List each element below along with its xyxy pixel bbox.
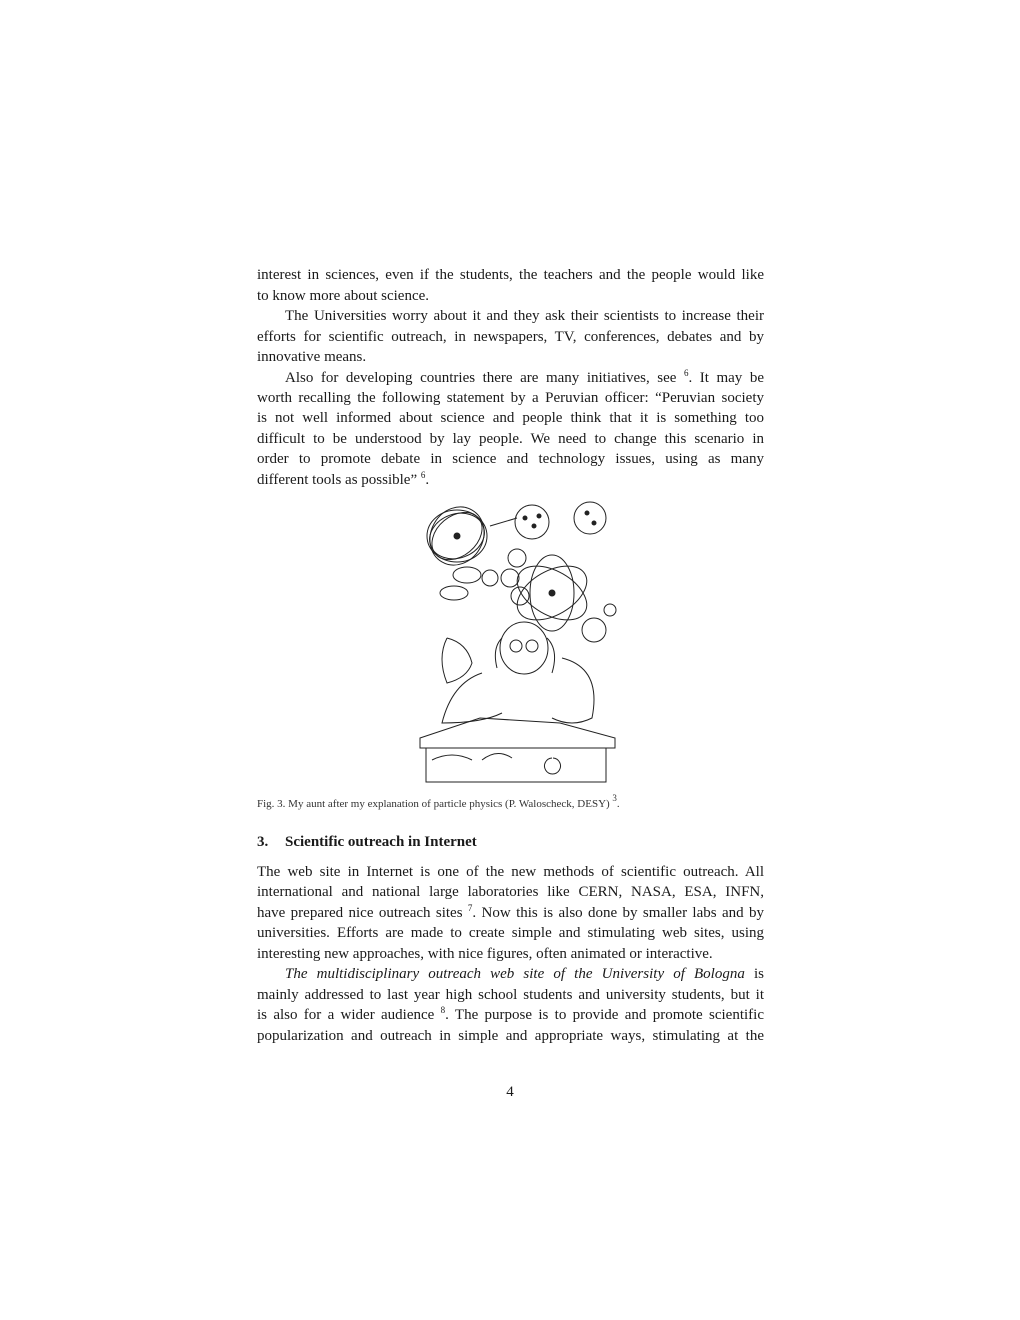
text-line [257,883,764,901]
text-line [257,409,764,427]
text-run: to know more about science. [257,288,430,304]
text-line [257,945,764,963]
text-run: The web site in Internet is one of the new methods of scientific outreach. All [257,864,764,880]
section-heading [257,834,477,851]
text-run: popularization and outreach in simple and appropriate ways, stimulating at the [257,1028,764,1044]
text-line [257,863,764,881]
text-run: have prepared nice outreach sites [257,905,468,921]
text-run: interest in sciences, even if the students, the teachers and the people would like [257,267,764,283]
text-run: order to promote debate in science and technology issues, using as many [257,451,764,467]
text-run: Also for developing countries there are many initiatives, see [285,370,684,386]
text-run: efforts for scientific outreach, in newspapers, TV, conferences, debates and by [257,329,764,345]
text-line [257,328,764,346]
text-line [257,450,764,468]
section-title: Scientific outreach in Internet [285,834,477,850]
text-run: . [425,472,430,488]
footnote-reference: 8 [440,1006,446,1015]
text-run: mainly addressed to last year high school students and university students, but it [257,987,764,1003]
text-run: . Now this is also done by smaller labs and by [472,905,764,921]
text-line [257,471,764,489]
text-run: . The purpose is to provide and promote scientific [445,1007,764,1023]
text-line [257,287,764,305]
text-run: is also for a wider audience [257,1007,441,1023]
text-line [257,430,764,448]
figure-3-cartoon [412,498,620,788]
text-run: difficult to be understood by lay people. We need to change this scenario in [257,431,764,447]
text-run: worth recalling the following statement by a Peruvian officer: “Peruvian society [257,390,764,406]
caption-end: . [616,798,620,810]
section-number: 3. [257,834,269,850]
text-run: different tools as possible” [257,472,421,488]
caption-reference: 3 [612,793,617,803]
text-line [257,1027,764,1045]
text-run: The multidisciplinary outreach web site of the University of Bologna [285,966,745,982]
text-line [257,924,764,942]
text-line [257,348,764,366]
text-run: is [744,966,764,982]
text-run: is not well informed about science and people think that it is something too [257,410,764,426]
text-line [285,965,764,983]
text-run: . It may be [688,370,764,386]
text-line [257,266,764,284]
text-run: innovative means. [257,349,367,365]
text-run: international and national large laboratories like CERN, NASA, ESA, INFN, [257,884,764,900]
text-line [285,307,764,325]
figure-caption [257,793,620,810]
text-run: The Universities worry about it and they ask their scientists to increase their [285,308,764,324]
text-run: interesting new approaches, with nice figures, often animated or interactive. [257,946,713,962]
footnote-reference: 7 [467,904,473,913]
text-line [257,389,764,407]
caption-text: Fig. 3. My aunt after my explanation of particle physics (P. Waloscheck, DESY) [257,798,613,810]
aunt-figure [442,622,594,723]
text-line [285,369,764,387]
text-line [257,904,764,922]
text-line [257,1006,764,1024]
footnote-reference: 6 [683,369,689,378]
footnote-reference: 6 [420,470,426,480]
text-line [257,986,764,1004]
text-run: universities. Efforts are made to create simple and stimulating web sites, using [257,925,764,941]
page-number: 4 [506,1084,514,1100]
tangled-atom-drawing [419,498,494,575]
